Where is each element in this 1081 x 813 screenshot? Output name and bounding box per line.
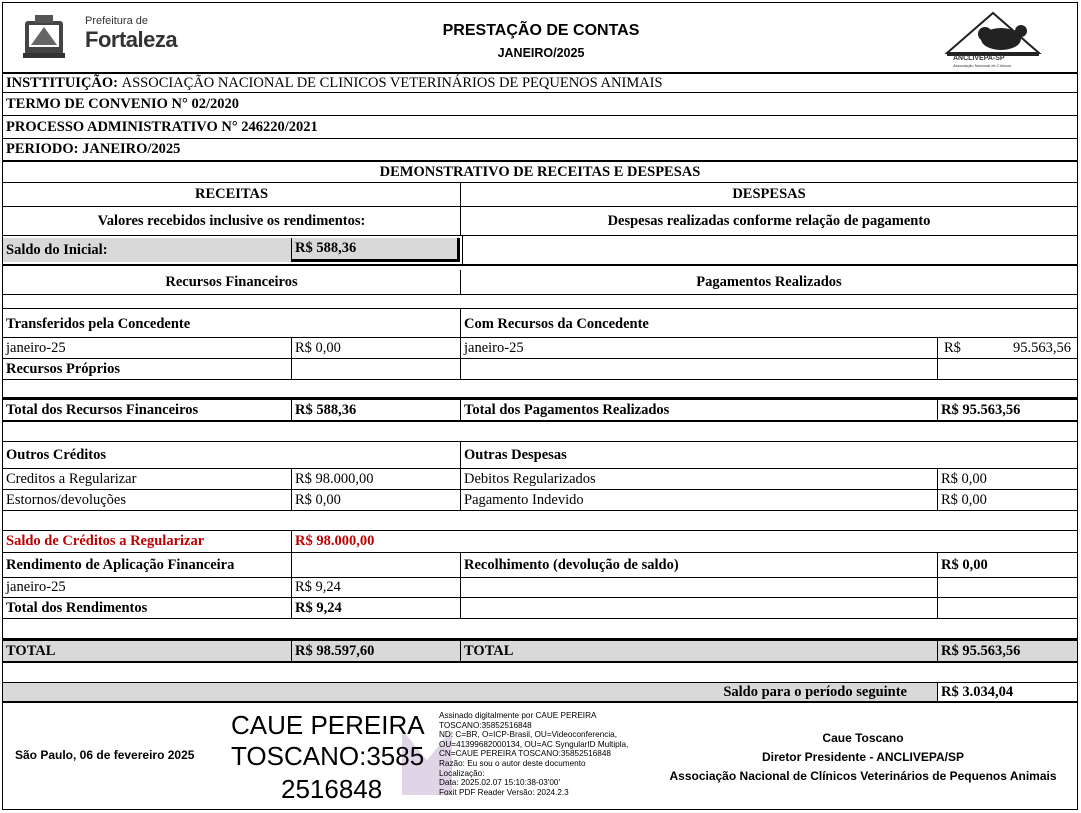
valores-row [3,207,1077,236]
processo-administrativo: PROCESSO ADMINISTRATIVO N° 246220/2021 [6,118,318,135]
saldo-inicial-row [3,236,1077,266]
digital-signature-details [439,711,628,797]
transferidos-label: Transferidos pela Concedente [6,316,191,332]
recursos-proprios-value [291,359,460,379]
saldo-inicial-right-empty [462,236,1077,264]
total-row [3,641,1077,663]
total-recursos-value: R$ 588,36 [291,400,460,420]
rendimento-value [291,553,460,577]
janeiro-right-label: janeiro-25 [460,338,937,358]
termo-row [3,93,1077,116]
receitas-despesas-row [3,183,1077,207]
sig-detail-line: TOSCANO:35852516848 [439,720,532,730]
saldo-creditos-value: R$ 98.000,00 [291,531,460,552]
com-recursos-label: Com Recursos da Concedente [460,309,1077,337]
sig-detail-line: OU=41399682000134, OU=AC SyngularID Multipla, [439,739,629,749]
pagamento-indevido-value: R$ 0,00 [937,490,1077,510]
spacer-row-6 [3,663,1077,683]
digital-signature [229,708,659,808]
recursos-proprios-right-value [937,359,1077,379]
saldo-creditos-row [3,531,1077,553]
despesas-realizadas: Despesas realizadas conforme relação de pagamento [460,207,1077,235]
total-rend-right-label [460,598,937,618]
sig-detail-line: Foxit PDF Reader Versão: 2024.2.3 [439,787,569,797]
sig-detail-line: CN=CAUE PEREIRA TOSCANO:35852516848 [439,749,611,759]
total-right-value: R$ 95.563,56 [937,641,1077,661]
spacer-row-3 [3,422,1077,442]
saldo-seguinte-value: R$ 3.034,04 [937,683,1077,701]
janeiro-rend-right-value [937,578,1077,597]
total-recursos-label: Total dos Recursos Financeiros [6,401,199,418]
spacer-row-5 [3,619,1077,641]
demonstrativo-title: DEMONSTRATIVO DE RECEITAS E DESPESAS [379,163,701,180]
sig-detail-line: Assinado digitalmente por CAUE PEREIRA [439,711,597,720]
totais-row [3,400,1077,422]
spacer-row-4 [3,511,1077,531]
prefeitura-label: Prefeitura de [85,15,148,27]
spacer-row-1 [3,295,1077,309]
recursos-financeiros-header: Recursos Financeiros [165,273,298,290]
janeiro-right-currency: R$ [944,339,961,356]
saldo-inicial-label: Saldo do Inicial: [3,238,291,262]
signer-block [653,729,1073,786]
recursos-proprios-row [3,359,1077,380]
total-left-value: R$ 98.597,60 [291,641,460,661]
total-rend-label: Total dos Rendimentos [6,599,148,616]
total-right-label: TOTAL [460,641,937,661]
creditos-regularizar-label: Creditos a Regularizar [6,470,137,487]
sig-detail-line: ND: C=BR, O=ICP-Brasil, OU=Videoconferencia, [439,730,617,740]
signer-org: Associação Nacional de Clínicos Veterinários de Pequenos Animais [669,769,1057,783]
estornos-row [3,490,1077,511]
spacer-row-2 [3,380,1077,400]
instituicao-row [3,72,1077,93]
saldo-seguinte-row [3,683,1077,703]
sig-detail-line: Localização: [439,768,485,778]
debitos-regularizados-label: Debitos Regularizados [460,469,937,489]
document-title: PRESTAÇÃO DE CONTAS [442,22,640,39]
place-date: São Paulo, 06 de fevereiro 2025 [15,748,195,762]
despesas-header: DESPESAS [460,183,1077,206]
janeiro-left-label: janeiro-25 [6,339,66,356]
outros-creditos-label: Outros Créditos [6,446,107,463]
sig-detail-line: Razão: Eu sou o autor deste documento [439,758,586,768]
recursos-row [3,270,1077,295]
instituicao-label: INSTTITUIÇÃO: [6,74,118,91]
janeiro-rend-label: janeiro-25 [6,579,66,595]
estornos-value: R$ 0,00 [291,490,460,510]
total-rend-row [3,598,1077,619]
termo-convenio: TERMO DE CONVENIO N° 02/2020 [6,95,239,112]
transferidos-row [3,309,1077,338]
pagamentos-realizados-header: Pagamentos Realizados [460,270,1077,294]
demonstrativo-row [3,161,1077,183]
signature-name-line3: 2516848 [281,774,383,804]
sig-detail-line: Data: 2025.02.07 15:10:38-03'00' [439,778,561,788]
document-subtitle: JANEIRO/2025 [497,46,585,60]
fortaleza-label: Fortaleza [85,27,178,52]
anclivepa-logo-text: ANCLIVEPA-SP [953,55,1005,62]
document-page [2,2,1078,810]
janeiro-rend-row [3,578,1077,598]
anclivepa-emblem-icon [943,9,1043,59]
total-pagamentos-label: Total dos Pagamentos Realizados [460,400,937,420]
recursos-proprios-right-label [460,359,937,379]
janeiro-row [3,338,1077,359]
outros-row [3,442,1077,469]
signer-role: Diretor Presidente - ANCLIVEPA/SP [761,750,965,764]
signature-name-line1: CAUE PEREIRA [231,710,425,740]
total-pagamentos-value: R$ 95.563,56 [937,400,1077,420]
processo-row [3,116,1077,139]
recolhimento-value: R$ 0,00 [937,553,1077,577]
creditos-row [3,469,1077,490]
anclivepa-logo [943,9,1043,67]
signature-name-line2: TOSCANO:3585 [231,741,425,771]
total-rend-right-value [937,598,1077,618]
estornos-label: Estornos/devoluções [6,491,127,508]
janeiro-rend-value: R$ 9,24 [291,578,460,597]
saldo-seguinte-label: Saldo para o período seguinte [723,683,907,700]
janeiro-left-value: R$ 0,00 [291,338,460,358]
receitas-header: RECEITAS [194,186,269,202]
valores-recebidos: Valores recebidos inclusive os rendimentos: [97,212,366,229]
instituicao-value: ASSOCIAÇÃO NACIONAL DE CLINICOS VETERINÁRIOS DE PEQUENOS ANIMAIS [121,74,663,91]
total-rend-value: R$ 9,24 [291,598,460,618]
rendimento-row [3,553,1077,578]
debitos-regularizados-value: R$ 0,00 [937,469,1077,489]
rendimento-label: Rendimento de Aplicação Financeira [6,556,235,573]
saldo-creditos-label: Saldo de Créditos a Regularizar [6,533,205,549]
recolhimento-label: Recolhimento (devolução de saldo) [460,553,937,577]
anclivepa-logo-sub: Associação Nacional de Clínicos [953,63,1012,68]
janeiro-rend-right-label [460,578,937,597]
saldo-inicial-value: R$ 588,36 [291,238,460,262]
total-left-label: TOTAL [6,642,56,659]
pagamento-indevido-label: Pagamento Indevido [460,490,937,510]
signer-name: Caue Toscano [822,731,904,745]
recursos-proprios-label: Recursos Próprios [6,360,120,377]
janeiro-right-value: 95.563,56 [1013,339,1071,356]
periodo-row [3,139,1077,161]
outras-despesas-label: Outras Despesas [460,442,1077,468]
creditos-regularizar-value: R$ 98.000,00 [291,469,460,489]
periodo: PERIODO: JANEIRO/2025 [6,141,181,157]
